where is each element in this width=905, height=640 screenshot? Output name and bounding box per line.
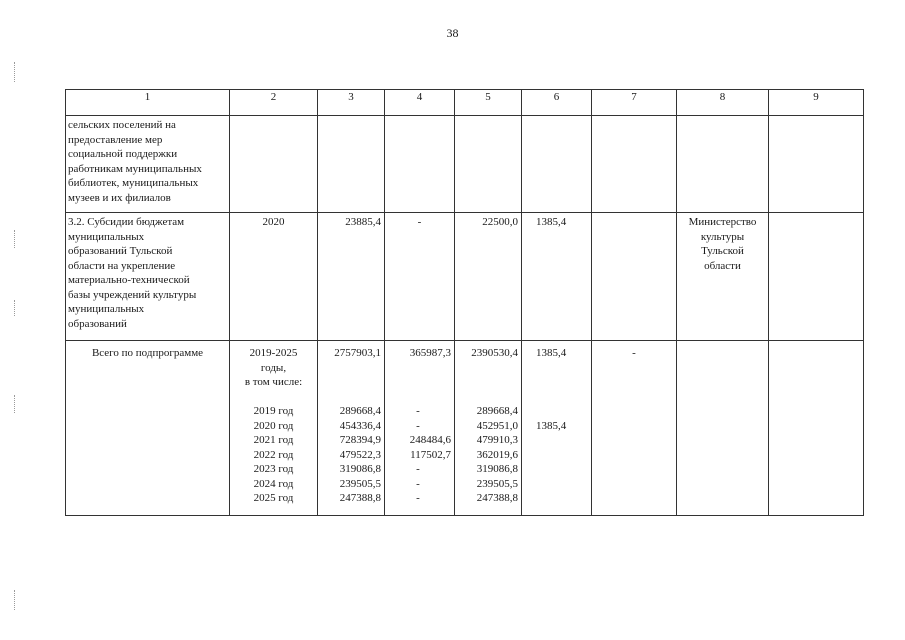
- total-title: Всего по подпрограмме: [66, 341, 230, 516]
- margin-mark: [14, 230, 16, 248]
- margin-mark: [14, 62, 16, 82]
- row-description: 3.2. Субсидии бюджетам муниципальных образований Тульской области на укрепление материально-технической базы учреждений культуры муниципальных образований: [66, 213, 230, 341]
- column-header: 6: [522, 90, 592, 116]
- page-number: 38: [446, 26, 459, 40]
- table-row: [66, 213, 864, 341]
- amount-cell: [592, 213, 677, 341]
- amount-column-5: 2390530,4 289668,4 452951,0 479910,3 362019,6 319086,8 239505,5 247388,8: [455, 341, 522, 516]
- year-cell: 2020: [230, 213, 318, 341]
- amount-cell: 22500,0: [455, 213, 522, 341]
- amount-cell: -: [385, 213, 455, 341]
- table-row: [66, 341, 864, 516]
- amount-column-7: -: [592, 341, 677, 516]
- amount-cell: 23885,4: [318, 213, 385, 341]
- table-row: [66, 116, 864, 213]
- column-header: 4: [385, 90, 455, 116]
- column-header: 3: [318, 90, 385, 116]
- column-header: 7: [592, 90, 677, 116]
- result-cell: [769, 213, 864, 341]
- amount-cell: 1385,4: [522, 213, 592, 341]
- amount-column-3: 2757903,1 289668,4 454336,4 728394,9 479522,3 319086,8 239505,5 247388,8: [318, 341, 385, 516]
- amount-column-6: 1385,4 1385,4: [522, 341, 592, 516]
- margin-mark: [14, 590, 16, 610]
- executor-cell: Министерство культуры Тульской области: [677, 213, 769, 341]
- column-header: 9: [769, 90, 864, 116]
- column-header: 2: [230, 90, 318, 116]
- period-cell: 2019-2025 годы, в том числе: 2019 год 2020 год 2021 год 2022 год 2023 год 2024 год 2025 год: [230, 341, 318, 516]
- subprogram-table: [65, 89, 864, 516]
- header-row: [66, 90, 864, 116]
- column-header: 8: [677, 90, 769, 116]
- margin-mark: [14, 395, 16, 413]
- margin-mark: [14, 300, 16, 316]
- amount-column-4: 365987,3 - - 248484,6 117502,7 - - -: [385, 341, 455, 516]
- column-header: 5: [455, 90, 522, 116]
- row-description: сельских поселений на предоставление мер социальной поддержки работникам муниципальных библиотек, муниципальных музеев и их филиалов: [66, 116, 230, 213]
- column-header: 1: [66, 90, 230, 116]
